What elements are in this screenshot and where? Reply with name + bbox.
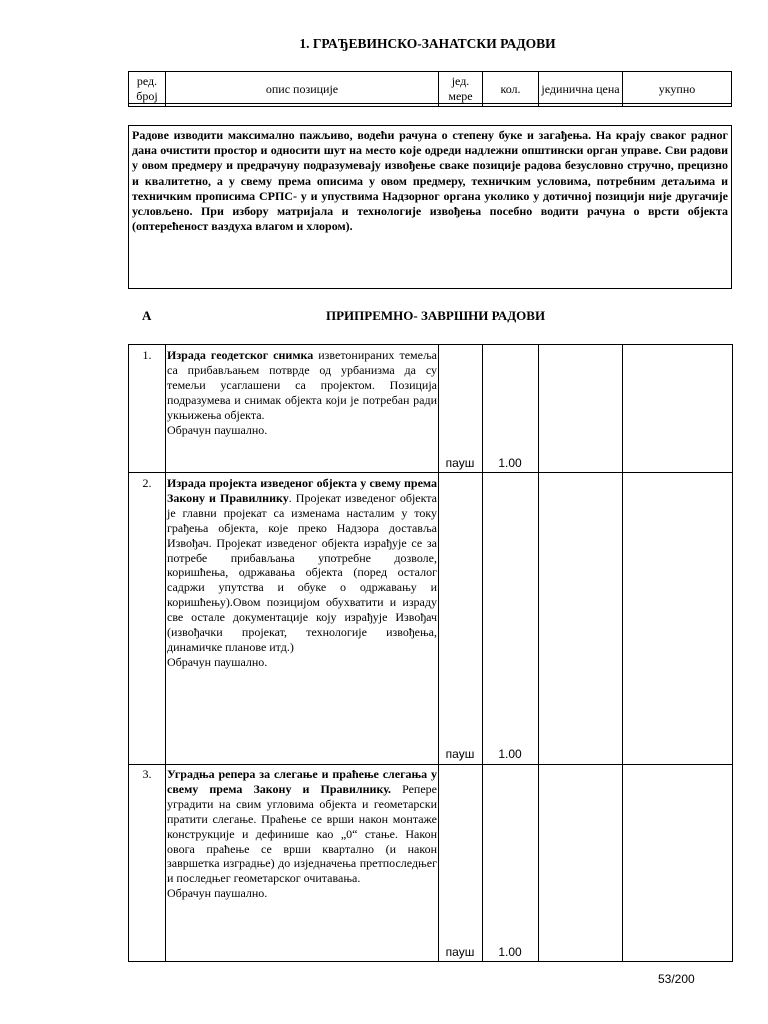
header-col-unit-price: јединична цена (539, 72, 623, 106)
items-table (128, 344, 733, 962)
subsection-title: ПРИПРЕМНО- ЗАВРШНИ РАДОВИ (326, 308, 546, 323)
header-col-total: укупно (658, 81, 696, 96)
item-text: Репере уградити на свим угловима објекта и геометарски пратити слегање. Праћење се врши након монтаже конструкције и дефинише као „0“ стање. Након овога праћење се врши квартално (и након завршетка изградње) до изједначења претпоследњег и последњег геометарског очитавања. (167, 781, 437, 886)
item-description (167, 476, 437, 670)
row-number: 1. (142, 348, 152, 362)
item-text: изветонираних темеља са прибављањем потврде од урбанизма да су темељи усаглашени са пројектом. Позиција подразумева и снимак објекта који је потребан ради укњижења објекта. (167, 348, 437, 422)
item-note: Обрачун паушално. (167, 422, 268, 437)
item-title: Уградња репера за слегање и праћење слегања у свему према Закону и Правилнику. (167, 767, 437, 796)
item-title: Израда геодетског снимка (167, 348, 314, 362)
subsection-letter: А (142, 308, 152, 323)
item-text: . Пројекат изведеног објекта је главни пројекат са изменама насталим у току грађења објекта, које преко Надзора доставља Извођач. Пројекат изведеног објекта израђује се за потребе прибављања употребне дозволе, коришћења, одржавања објекта (поред осталог садржи упутства и обуке о одржавању и коришћењу).Овом позицијом обухватити и израду све остале документације коју израђује Извођач (извођачки пројекат, технологије извођења, динамичке планове итд.) (167, 490, 438, 654)
item-unit: пауш (445, 456, 475, 470)
item-unit: пауш (445, 945, 475, 959)
item-description (167, 348, 437, 437)
column-header-table (128, 71, 732, 107)
row-number: 3. (142, 767, 152, 781)
section-title: 1. ГРАЂЕВИНСКО-ЗАНАТСКИ РАДОВИ (299, 36, 556, 51)
header-col-unit: јед. мере (439, 72, 483, 106)
item-quantity: 1.00 (498, 456, 522, 470)
intro-text-box: Радове изводити максимално пажљиво, водећи рачуна о степену буке и загађења. На крају сваког радног дана очистити простор и односити шут на место које одреди надлежни општински орган управе. Сви радови у овом предмеру и предрачуну подразумевају извођење сваке позиције радова безусловно стручно, прецизно и квалитетно, а у свему према описима у овом предмеру, техничким условима, потребним детаљима и техничким прописима СРПС- у и упуствима Надзорног органа уколико у дотичној позицији није другачије условљено. При избору матријала и технологије извођења посебно водити рачуна о врсти објекта (оптерећеност ваздуха влагом и хлором). (128, 125, 732, 289)
item-unit: пауш (445, 747, 475, 761)
row-divider (129, 472, 732, 473)
row-divider (129, 764, 732, 765)
header-col-quantity: кол. (483, 72, 539, 106)
header-col-description: опис позиције (166, 72, 439, 106)
item-description (167, 767, 437, 901)
column-divider (165, 345, 166, 961)
item-title: Израда пројекта изведеног објекта у свему према Закону и Правилнику (167, 476, 437, 505)
column-divider (538, 345, 539, 961)
column-divider (622, 345, 623, 961)
item-note: Обрачун паушално. (167, 886, 268, 901)
header-col-number: ред. број (129, 72, 166, 106)
item-quantity: 1.00 (498, 945, 522, 959)
item-quantity: 1.00 (498, 747, 522, 761)
column-divider (438, 345, 439, 961)
page-number: 53/200 (658, 972, 695, 986)
row-number: 2. (142, 476, 152, 490)
column-divider (482, 345, 483, 961)
item-note: Обрачун паушално. (167, 654, 268, 669)
